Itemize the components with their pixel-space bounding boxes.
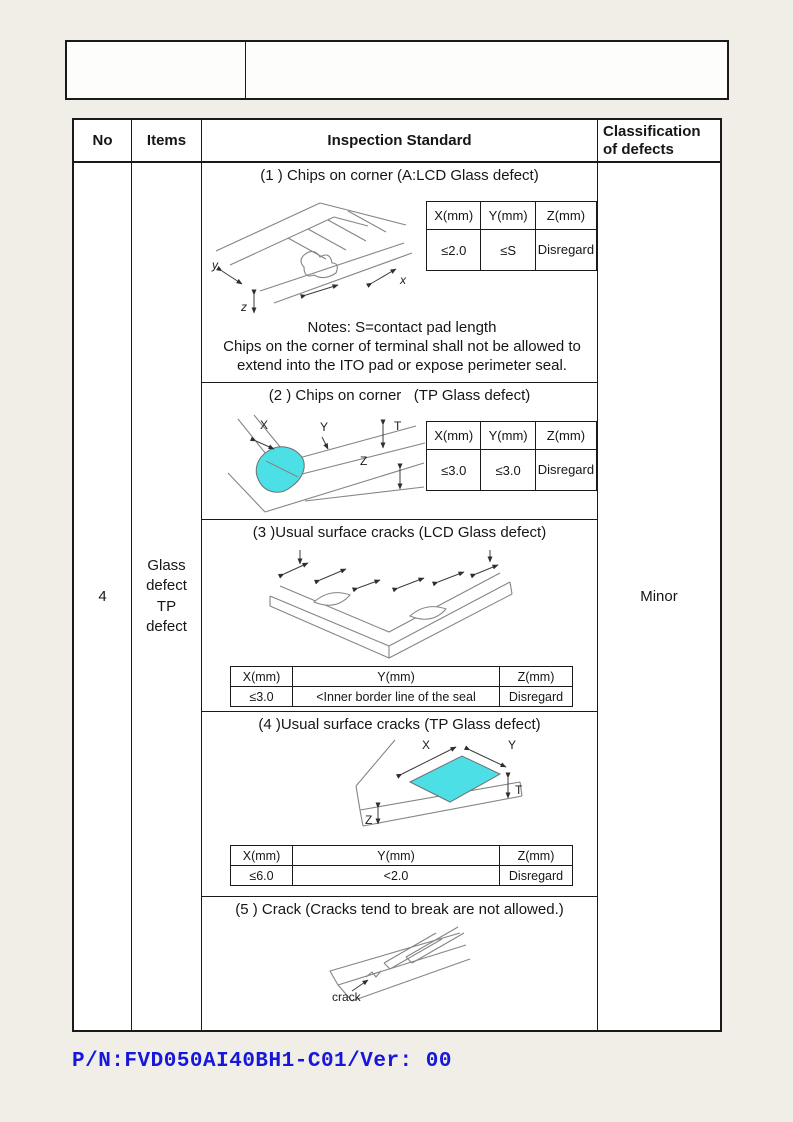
inspection-section-5 [202,897,597,1030]
lcd-surface-cracks-diagram [252,544,522,664]
column-header-inspection-standard: Inspection Standard [202,120,598,163]
note-line: Notes: S=contact pad length [307,319,497,336]
part-number-text: P/N:FVD050AI40BH1-C01/Ver: 00 [72,1050,452,1073]
column-header-no: No [74,120,132,163]
spec-header-z: Z(mm) [500,667,573,687]
spec-value-x: ≤6.0 [231,866,293,886]
spec-value-y: ≤3.0 [481,450,535,491]
row-number-cell [74,163,132,1030]
spec-header-z: Z(mm) [535,202,596,230]
spec-header-x: X(mm) [231,846,293,866]
inspection-section-3 [202,520,597,712]
item-line: defect [146,617,187,635]
section-title: (1 ) Chips on corner (A:LCD Glass defect) [260,167,539,184]
spec-table-4 [230,845,573,886]
spec-value-y: <2.0 [293,866,500,886]
section-title: (5 ) Crack (Cracks tend to break are not allowed.) [235,901,564,918]
crack-label: crack [332,990,361,1004]
x-axis-label: X [260,418,269,432]
header-box-divider [245,42,246,98]
y-axis-label: Y [320,420,329,434]
z-axis-label: Z [365,813,373,827]
spec-table-3 [230,666,573,707]
top-header-box [65,40,729,100]
section-title: (3 )Usual surface cracks (LCD Glass defect) [252,524,547,541]
spec-value-z: Disregard [535,450,596,491]
item-line: Glass [147,557,186,574]
spec-header-z: Z(mm) [535,422,596,450]
spec-value-x: ≤3.0 [231,687,293,707]
note-line: Chips on the corner of terminal shall not be allowed to [223,337,581,355]
spec-header-x: X(mm) [427,422,481,450]
y-axis-label: y [212,258,218,272]
section-notes [208,319,596,375]
item-line: defect [146,577,187,595]
row-number: 4 [98,588,107,605]
classification-value: Minor [640,588,678,605]
inspection-section-2 [202,383,597,520]
note-line: extend into the ITO pad or expose perimeter seal. [237,356,567,374]
classification-cell [598,163,720,1030]
spec-value-z: Disregard [500,687,573,707]
spec-value-z: Disregard [535,230,596,271]
tp-corner-chip-diagram [210,413,430,515]
spec-value-y: ≤S [481,230,535,271]
lcd-corner-chip-diagram [208,189,418,317]
spec-value-y: <Inner border line of the seal [293,687,500,707]
x-axis-label: x [400,273,406,287]
section-title: (2 ) Chips on corner (TP Glass defect) [268,387,531,404]
spec-value-x: ≤2.0 [427,230,481,271]
y-axis-label: Y [508,738,517,752]
column-header-items: Items [132,120,202,163]
spec-value-x: ≤3.0 [427,450,481,491]
x-axis-label: X [422,738,431,752]
items-cell [132,163,202,1030]
spec-header-y: Y(mm) [481,422,535,450]
section-title: (4 )Usual surface cracks (TP Glass defect) [258,716,541,733]
item-line: TP [156,597,177,615]
spec-header-y: Y(mm) [293,667,500,687]
spec-header-x: X(mm) [427,202,481,230]
tp-surface-crack-diagram [310,734,538,842]
spec-header-z: Z(mm) [500,846,573,866]
z-axis-label: Z [360,454,368,468]
column-header-classification: Classification of defects [598,120,720,163]
inspection-table [72,118,722,1032]
spec-header-x: X(mm) [231,667,293,687]
spec-table-2 [426,421,597,491]
inspection-section-4 [202,712,597,897]
spec-table-1 [426,201,597,271]
t-axis-label: T [394,419,402,433]
t-axis-label: T [515,783,523,797]
spec-value-z: Disregard [500,866,573,886]
spec-header-y: Y(mm) [293,846,500,866]
spec-header-y: Y(mm) [481,202,535,230]
inspection-standard-cell [202,163,598,1030]
z-axis-label: z [241,300,247,314]
inspection-section-1 [202,163,597,383]
terminal-crack-diagram [320,923,475,1013]
